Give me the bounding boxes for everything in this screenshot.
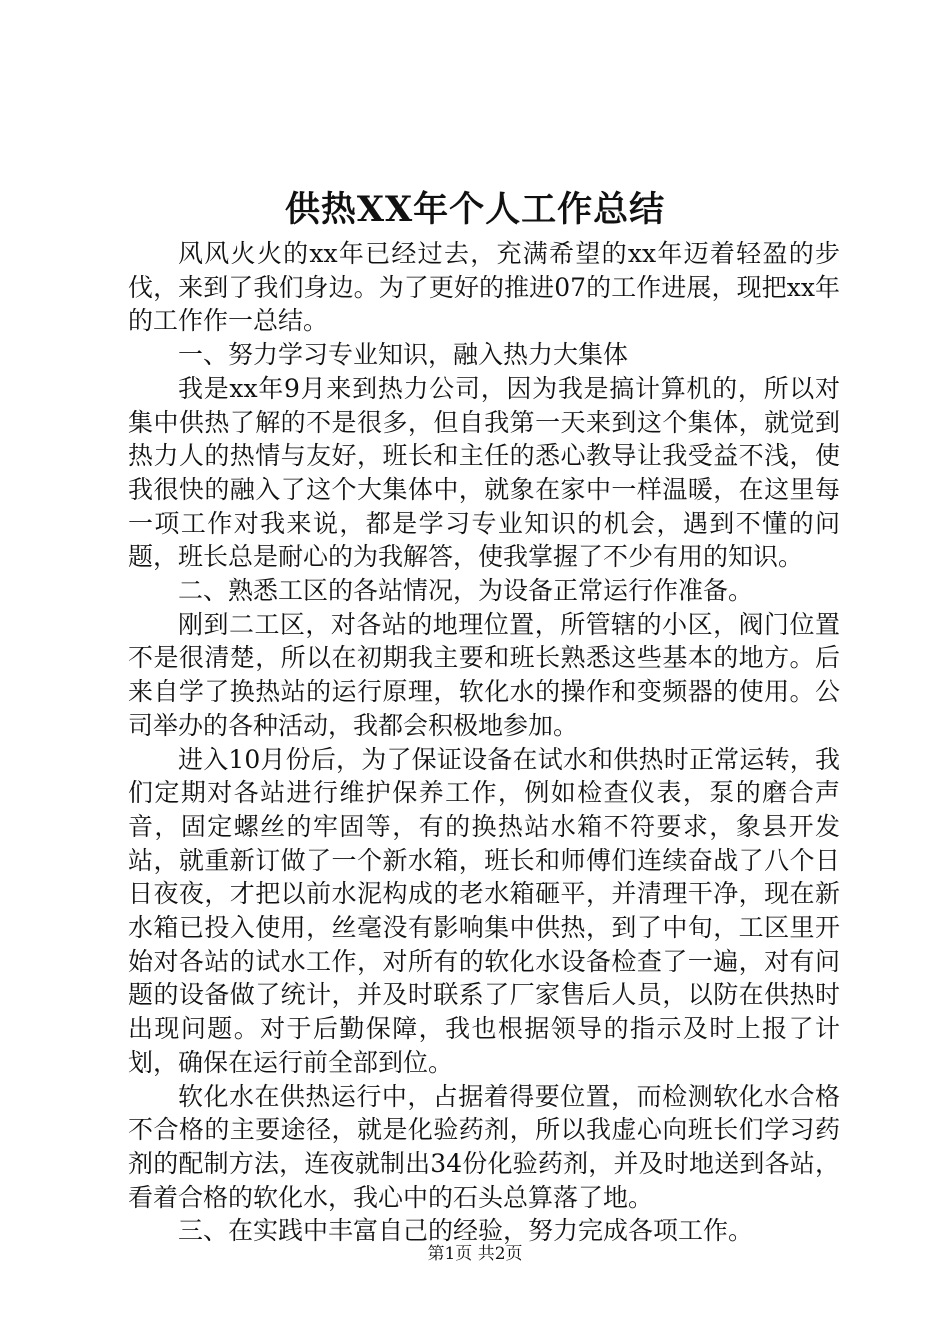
document-body (128, 237, 840, 1248)
paragraph-intro: 风风火火的xx年已经过去，充满希望的xx年迈着轻盈的步伐，来到了我们身边。为了更好的推进07的工作进展，现把xx年的工作作一总结。 (128, 239, 840, 336)
paragraph-section-2b: 进入10月份后，为了保证设备在试水和供热时正常运转，我们定期对各站进行维护保养工作，例如检查仪表，泵的磨合声音，固定螺丝的牢固等，有的换热站水箱不符要求，象县开发站，就重新订做了一个新水箱，班长和师傅们连续奋战了八个日日夜夜，才把以前水泥构成的老水箱砸平，并清理干净，现在新水箱已投入使用，丝毫没有影响集中供热，到了中旬，工区里开始对各站的试水工作，对所有的软化水设备检查了一遍，对有问题的设备做了统计，并及时联系了厂家售后人员，以防在供热时出现问题。对于后勤保障，我也根据领导的指示及时上报了计划，确保在运行前全部到位。 (128, 744, 840, 1077)
paragraph-section-1: 我是xx年9月来到热力公司，因为我是搞计算机的，所以对集中供热了解的不是很多，但自我第一天来到这个集体，就觉到热力人的热情与友好，班长和主任的悉心教导让我受益不浅，使我很快的融入了这个大集体中，就象在家中一样温暖，在这里每一项工作对我来说，都是学习专业知识的机会，遇到不懂的问题，班长总是耐心的为我解答，使我掌握了不少有用的知识。 (128, 373, 840, 572)
page-number-footer: 第1页 共2页 (427, 1244, 523, 1264)
section-heading-3: 三、在实践中丰富自己的经验，努力完成各项工作。 (178, 1216, 754, 1246)
paragraph-section-2a: 刚到二工区，对各站的地理位置，所管辖的小区，阀门位置不是很清楚，所以在初期我主要和班长熟悉这些基本的地方。后来自学了换热站的运行原理，软化水的操作和变频器的使用。公司举办的各种活动，我都会积极地参加。 (128, 609, 840, 740)
section-heading-1: 一、努力学习专业知识，融入热力大集体 (178, 340, 629, 370)
paragraph-section-2c: 软化水在供热运行中，占据着得要位置，而检测软化水合格不合格的主要途径，就是化验药剂，所以我虚心向班长们学习药剂的配制方法，连夜就制出34份化验药剂，并及时地送到各站，看着合格的软化水，我心中的石头总算落了地。 (128, 1081, 840, 1212)
section-heading-2: 二、熟悉工区的各站情况，为设备正常运行作准备。 (178, 576, 754, 606)
document-title: 供热XX年个人工作总结 (284, 189, 666, 230)
